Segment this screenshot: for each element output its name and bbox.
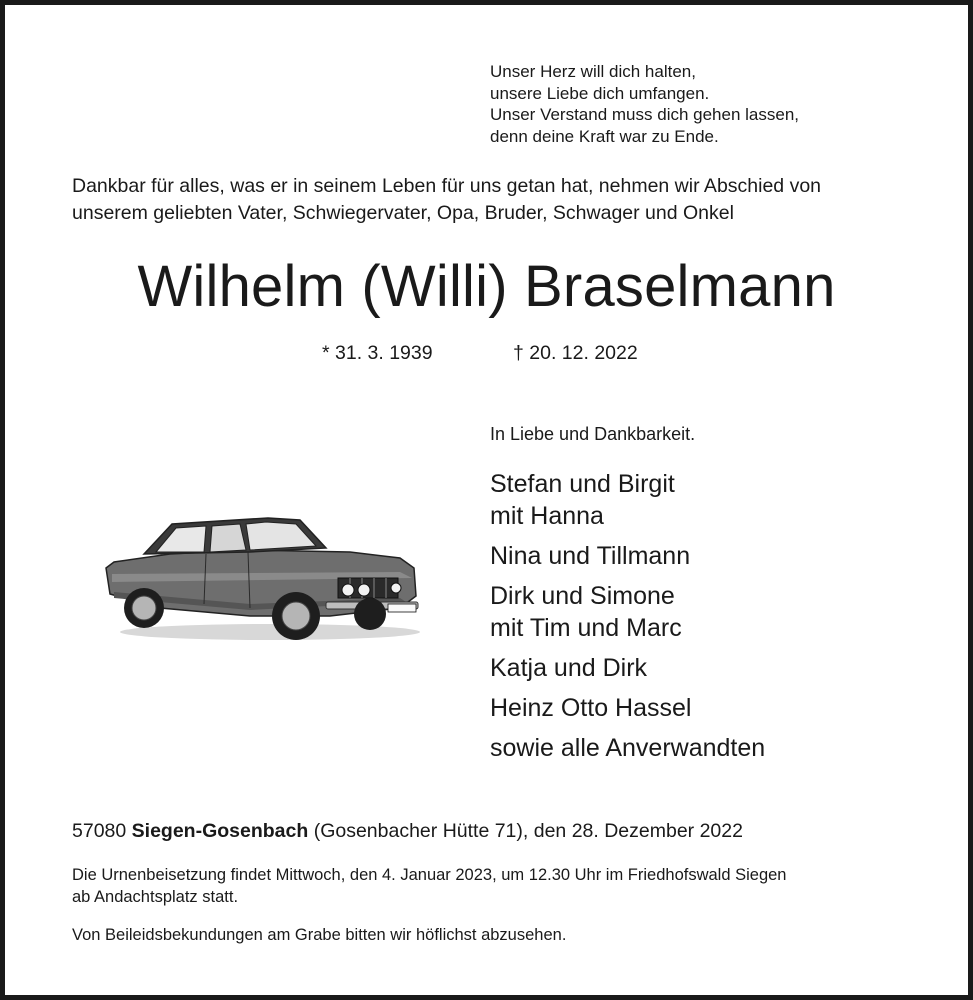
intro-line: unserem geliebten Vater, Schwiegervater, Opa, Bruder, Schwager und Onkel xyxy=(72,202,734,224)
poem-line: Unser Verstand muss dich gehen lassen, xyxy=(490,105,800,124)
mourners-intro: In Liebe und Dankbarkeit. xyxy=(490,424,696,444)
mourner-line: mit Tim und Marc xyxy=(490,614,682,642)
postcode: 57080 xyxy=(72,820,127,842)
mourner-line: Dirk und Simone xyxy=(490,582,675,610)
deceased-name: Wilhelm (Willi) Braselmann xyxy=(137,254,836,319)
funeral-note-line: ab Andachtsplatz statt. xyxy=(72,888,239,906)
list-item xyxy=(490,732,765,764)
classic-sedan-car-icon xyxy=(100,512,422,654)
list-item xyxy=(490,580,765,644)
death-date: † 20. 12. 2022 xyxy=(513,342,638,364)
funeral-note-line: Die Urnenbeisetzung findet Mittwoch, den 4. Januar 2023, um 12.30 Uhr im Friedhofswald Siegen xyxy=(72,866,787,884)
mourners-list xyxy=(490,468,765,772)
intro-text xyxy=(72,173,821,227)
poem-line: unsere Liebe dich umfangen. xyxy=(490,83,710,103)
mourner-line: Katja und Dirk xyxy=(490,654,648,682)
list-item xyxy=(490,540,765,572)
mourner-line: Heinz Otto Hassel xyxy=(490,694,692,722)
mourner-line: Stefan und Birgit xyxy=(490,470,675,498)
list-item xyxy=(490,692,765,724)
mourner-line: sowie alle Anverwandten xyxy=(490,734,766,762)
poem-line: Unser Herz will dich halten, xyxy=(490,62,696,81)
list-item xyxy=(490,468,765,532)
intro-line: Dankbar für alles, was er in seinem Leben für uns getan hat, nehmen wir Abschied von xyxy=(72,175,822,197)
poem-line: denn deine Kraft war zu Ende. xyxy=(490,126,719,146)
birth-date: * 31. 3. 1939 xyxy=(322,342,433,364)
address-date: (Gosenbacher Hütte 71), den 28. Dezember 2022 xyxy=(313,820,743,842)
mourner-line: Nina und Tillmann xyxy=(490,542,691,570)
condolence-note: Von Beileidsbekundungen am Grabe bitten wir höflichst abzusehen. xyxy=(72,926,567,944)
poem xyxy=(490,61,799,147)
town: Siegen-Gosenbach xyxy=(131,820,309,842)
funeral-note xyxy=(72,864,786,908)
place-date-line xyxy=(72,818,743,844)
mourner-line: mit Hanna xyxy=(490,502,604,530)
list-item xyxy=(490,652,765,684)
